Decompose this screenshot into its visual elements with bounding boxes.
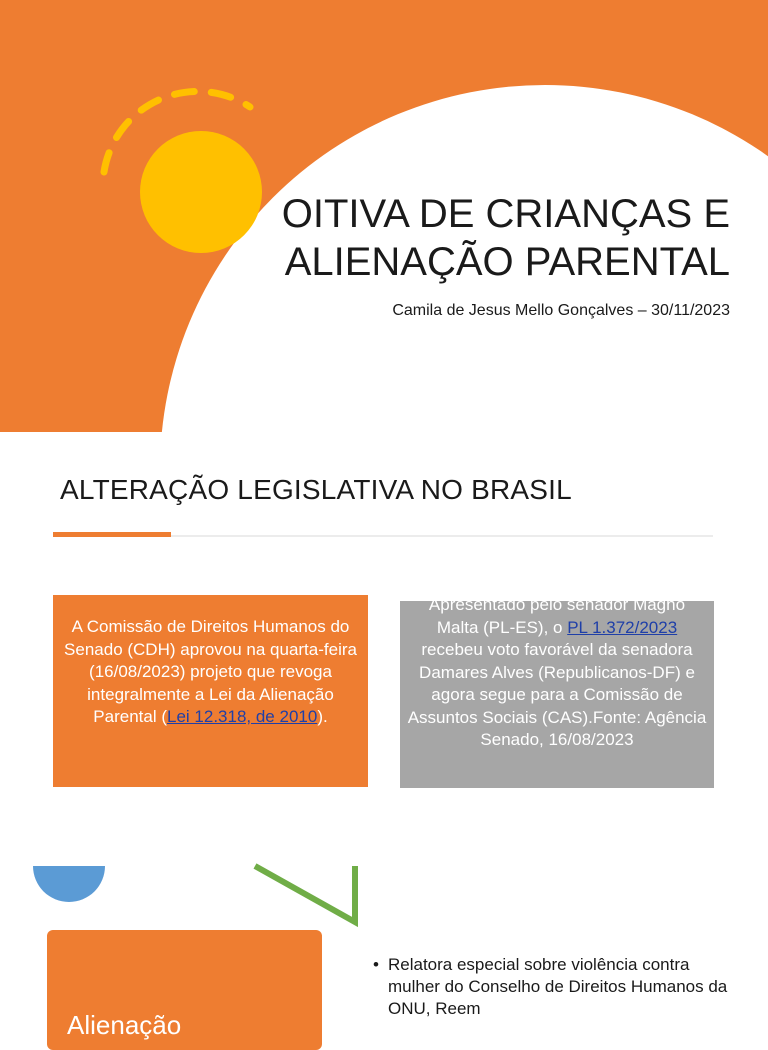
presentation-subtitle: Camila de Jesus Mello Gonçalves – 30/11/2023 bbox=[392, 302, 730, 319]
law-link[interactable]: Lei 12.318, de 2010 bbox=[167, 707, 318, 726]
green-chevron-shape bbox=[255, 866, 355, 922]
pl-vote-box bbox=[400, 595, 714, 788]
cdh-text-part: A Comissão de Direitos Humanos do Senado (CDH) aprovou na quarta-feira (16/08/2023) projeto que revoga integralmente a Lei da Alienação Parental ( bbox=[64, 617, 357, 726]
alienation-slide bbox=[0, 864, 768, 1040]
pl-text-end: recebeu voto favorável da senadora Damares Alves (Republicanos-DF) e agora segue para a Comissão de Assuntos Sociais (CAS).Fonte: Agência Senado, 16/08/2023 bbox=[407, 640, 707, 749]
cdh-approval-box bbox=[53, 595, 368, 787]
blue-half-circle bbox=[33, 866, 105, 902]
bullet-item bbox=[373, 954, 738, 1020]
title-line-1: OITIVA DE CRIANÇAS E bbox=[281, 192, 730, 236]
bullet-icon: • bbox=[373, 955, 379, 974]
title-slide bbox=[0, 0, 768, 432]
pl-link[interactable]: PL 1.372/2023 bbox=[567, 617, 678, 637]
yellow-sun-circle bbox=[140, 131, 262, 253]
alienation-title-box bbox=[47, 930, 322, 1050]
alienation-title: Alienação bbox=[67, 1010, 182, 1040]
bullet-text: Relatora especial sobre violência contra mulher do Conselho de Direitos Humanos da ONU, Reem bbox=[388, 955, 728, 1018]
presentation-title bbox=[250, 190, 730, 286]
legislative-change-slide bbox=[0, 432, 768, 864]
pl-text-part: Apresentado pelo senador Magno Malta (PL-ES), o bbox=[428, 595, 686, 637]
pl-vote-text bbox=[400, 594, 714, 752]
cdh-approval-text bbox=[53, 616, 368, 729]
title-underline bbox=[0, 432, 768, 552]
cdh-text-end: ). bbox=[317, 707, 328, 726]
accent-bar bbox=[53, 532, 171, 537]
slide-title: ALTERAÇÃO LEGISLATIVA NO BRASIL bbox=[60, 474, 572, 505]
title-line-2: ALIENAÇÃO PARENTAL bbox=[284, 240, 730, 284]
